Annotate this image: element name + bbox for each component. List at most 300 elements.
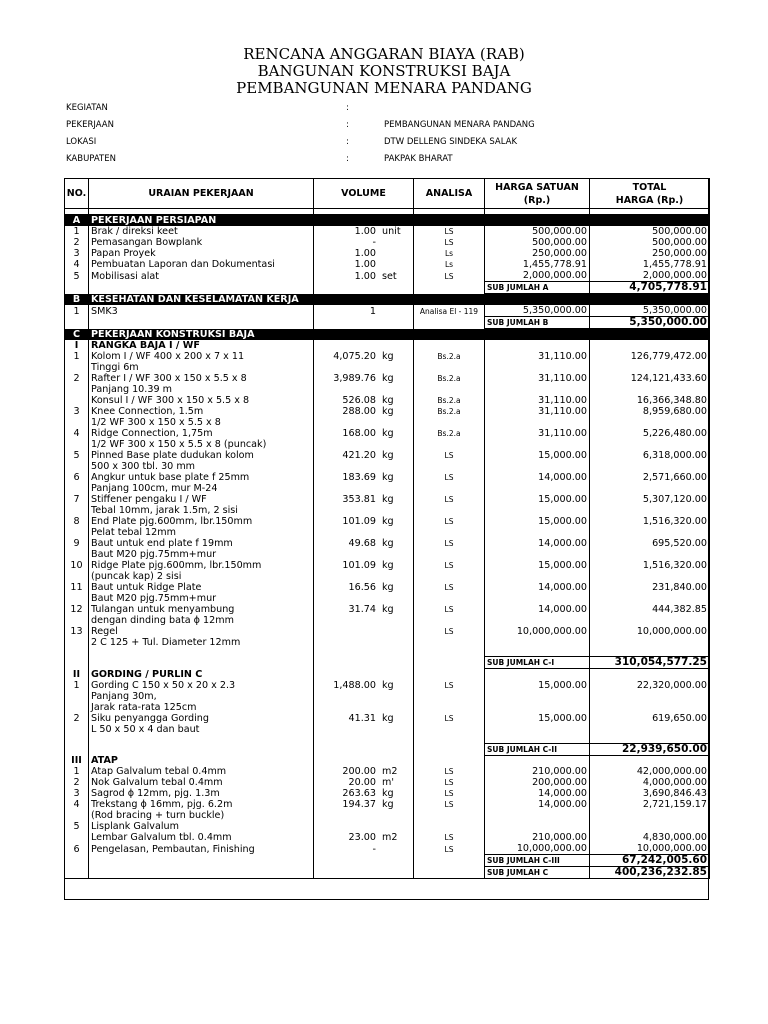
volume-unit: kg (382, 450, 394, 461)
item-volume (314, 505, 414, 516)
item-harga-satuan: 31,110.00 (485, 428, 590, 439)
item-total: 2,721,159.17 (590, 799, 710, 810)
item-uraian: Konsul I / WF 300 x 150 x 5.5 x 8 (89, 395, 314, 406)
item-volume (314, 680, 414, 691)
item-volume (314, 305, 414, 317)
gap-cell (414, 648, 485, 657)
item-harga-satuan: 210,000.00 (485, 832, 590, 843)
item-volume (314, 637, 414, 648)
item-uraian: 2 C 125 + Tul. Diameter 12mm (89, 637, 314, 648)
info-label: LOKASI (66, 137, 97, 147)
gap-row (65, 735, 710, 744)
item-volume (314, 810, 414, 821)
item-harga-satuan: 15,000.00 (485, 560, 590, 571)
item-total: 231,840.00 (590, 582, 710, 593)
item-no: 5 (65, 450, 89, 461)
item-analisa (414, 483, 485, 494)
item-total: 8,959,680.00 (590, 406, 710, 417)
subtotal-row (65, 282, 710, 294)
subtotal-value: 400,236,232.85 (590, 867, 710, 879)
group-row (65, 669, 710, 680)
volume-value: 31.74 (348, 604, 376, 615)
item-harga-satuan: 14,000.00 (485, 582, 590, 593)
section-row (65, 294, 710, 306)
item-no (65, 439, 89, 450)
item-uraian: Ridge Connection, 1,75m (89, 428, 314, 439)
volume-value: 3,989.76 (333, 373, 376, 384)
item-harga-satuan: 31,110.00 (485, 373, 590, 384)
item-harga-satuan (485, 615, 590, 626)
item-volume (314, 461, 414, 472)
item-volume (314, 691, 414, 702)
item-no: 6 (65, 843, 89, 855)
item-harga-satuan: 15,000.00 (485, 713, 590, 724)
volume-value: 194.37 (342, 799, 376, 810)
item-volume (314, 472, 414, 483)
item-no: 4 (65, 259, 89, 270)
empty-cell (590, 755, 710, 766)
item-total: 444,382.85 (590, 604, 710, 615)
volume-unit: kg (382, 799, 394, 810)
item-analisa: LS (414, 494, 485, 505)
item-total: 6,318,000.00 (590, 450, 710, 461)
header-harga-satuan-2: (Rp.) (523, 194, 551, 206)
item-harga-satuan (485, 461, 590, 472)
item-no (65, 505, 89, 516)
item-no: 1 (65, 226, 89, 237)
section-title: PEKERJAAN KONSTRUKSI BAJA (89, 329, 710, 341)
item-uraian: (Rod bracing + turn buckle) (89, 810, 314, 821)
empty-cell (414, 755, 485, 766)
item-total: 1,516,320.00 (590, 560, 710, 571)
table-row (65, 538, 710, 549)
subtotal-label: SUB JUMLAH C-I (485, 657, 590, 669)
volume-value: 526.08 (342, 395, 376, 406)
table-row (65, 810, 710, 821)
empty-cell (65, 743, 89, 755)
item-harga-satuan: 14,000.00 (485, 472, 590, 483)
item-total: 1,455,778.91 (590, 259, 710, 270)
item-no: 4 (65, 428, 89, 439)
item-no: 2 (65, 237, 89, 248)
item-volume (314, 439, 414, 450)
info-label: PEKERJAAN (66, 120, 114, 130)
volume-unit: kg (382, 395, 394, 406)
volume-value: 41.31 (348, 712, 376, 724)
empty-cell (89, 867, 314, 879)
empty-cell (314, 669, 414, 680)
item-analisa: Bs.2.a (414, 428, 485, 439)
table-row (65, 766, 710, 777)
item-uraian: Rafter I / WF 300 x 150 x 5.5 x 8 (89, 373, 314, 384)
item-analisa: Bs.2.a (414, 395, 485, 406)
item-total: 2,000,000.00 (590, 270, 710, 282)
rab-table (64, 178, 710, 879)
empty-cell (65, 282, 89, 294)
item-volume (314, 702, 414, 713)
table-row (65, 461, 710, 472)
volume-unit: unit (382, 226, 401, 237)
item-analisa: LS (414, 560, 485, 571)
section-title: KESEHATAN DAN KESELAMATAN KERJA (89, 294, 710, 306)
empty-cell (65, 317, 89, 329)
item-no: 12 (65, 604, 89, 615)
empty-cell (485, 755, 590, 766)
empty-cell (414, 282, 485, 294)
item-analisa: LS (414, 766, 485, 777)
empty-cell (314, 657, 414, 669)
item-total (590, 810, 710, 821)
item-harga-satuan: 5,350,000.00 (485, 305, 590, 317)
item-uraian: Papan Proyek (89, 248, 314, 259)
volume-value: 101.09 (342, 560, 376, 571)
volume-value: 183.69 (342, 472, 376, 483)
section-no: C (65, 329, 89, 341)
table-row (65, 799, 710, 810)
item-uraian: Stiffener pengaku I / WF (89, 494, 314, 505)
empty-cell (65, 855, 89, 867)
item-uraian: Panjang 30m, (89, 691, 314, 702)
table-row (65, 626, 710, 637)
item-uraian: Lembar Galvalum tbl. 0.4mm (89, 832, 314, 843)
item-harga-satuan: 31,110.00 (485, 406, 590, 417)
item-harga-satuan (485, 691, 590, 702)
item-uraian: Gording C 150 x 50 x 20 x 2.3 (89, 680, 314, 691)
empty-cell (414, 317, 485, 329)
item-total: 126,779,472.00 (590, 351, 710, 362)
empty-cell (89, 282, 314, 294)
item-harga-satuan: 15,000.00 (485, 494, 590, 505)
item-volume (314, 494, 414, 505)
item-no: 5 (65, 821, 89, 832)
item-harga-satuan: 15,000.00 (485, 680, 590, 691)
table-row (65, 450, 710, 461)
table-row (65, 406, 710, 417)
item-total: 500,000.00 (590, 226, 710, 237)
item-total (590, 417, 710, 428)
item-no (65, 384, 89, 395)
item-harga-satuan (485, 593, 590, 604)
item-uraian: Trekstang ϕ 16mm, pjg. 6.2m (89, 799, 314, 810)
volume-unit: m' (382, 777, 394, 788)
gap-cell (314, 648, 414, 657)
table-row (65, 777, 710, 788)
volume-unit: m2 (382, 832, 398, 843)
empty-cell (414, 657, 485, 669)
section-no: B (65, 294, 89, 306)
table-row (65, 237, 710, 248)
subtotal-row (65, 657, 710, 669)
item-total: 250,000.00 (590, 248, 710, 259)
header-uraian: URAIAN PEKERJAAN (89, 179, 314, 209)
item-uraian: L 50 x 50 x 4 dan baut (89, 724, 314, 735)
item-no: 13 (65, 626, 89, 637)
volume-unit: set (382, 270, 397, 282)
doc-title-line2: BANGUNAN KONSTRUKSI BAJA (257, 62, 511, 80)
item-no (65, 395, 89, 406)
item-volume (314, 259, 414, 270)
item-no: 1 (65, 351, 89, 362)
item-no: 2 (65, 713, 89, 724)
item-volume (314, 395, 414, 406)
volume-value: 1.00 (354, 270, 376, 282)
item-uraian: Baut M20 pjg.75mm+mur (89, 593, 314, 604)
item-no: 1 (65, 305, 89, 317)
empty-cell (414, 340, 485, 351)
item-total (590, 483, 710, 494)
table-row (65, 395, 710, 406)
item-volume (314, 527, 414, 538)
item-analisa (414, 505, 485, 516)
volume-value: 200.00 (342, 766, 376, 777)
item-total: 1,516,320.00 (590, 516, 710, 527)
item-total: 5,307,120.00 (590, 494, 710, 505)
item-no (65, 593, 89, 604)
subtotal-value: 310,054,577.25 (590, 657, 710, 669)
item-volume (314, 549, 414, 560)
item-total: 695,520.00 (590, 538, 710, 549)
table-row (65, 516, 710, 527)
item-total (590, 637, 710, 648)
item-total: 10,000,000.00 (590, 626, 710, 637)
item-total: 4,000,000.00 (590, 777, 710, 788)
item-volume (314, 406, 414, 417)
item-volume (314, 724, 414, 735)
item-uraian: End Plate pjg.600mm, lbr.150mm (89, 516, 314, 527)
item-uraian: Sagrod ϕ 12mm, pjg. 1.3m (89, 788, 314, 799)
gap-cell (485, 735, 590, 744)
item-analisa: Bs.2.a (414, 373, 485, 384)
volume-value: - (372, 843, 376, 855)
item-harga-satuan: 500,000.00 (485, 237, 590, 248)
item-no (65, 527, 89, 538)
doc-title-line1: RENCANA ANGGARAN BIAYA (RAB) (243, 45, 525, 63)
volume-value: 20.00 (348, 777, 376, 788)
table-row (65, 713, 710, 724)
empty-cell (314, 743, 414, 755)
item-harga-satuan (485, 637, 590, 648)
table-row (65, 384, 710, 395)
item-analisa: LS (414, 832, 485, 843)
item-no (65, 362, 89, 373)
item-harga-satuan (485, 702, 590, 713)
item-analisa: Analisa El - 119 (414, 305, 485, 317)
item-uraian: dengan dinding bata ϕ 12mm (89, 615, 314, 626)
item-analisa: LS (414, 582, 485, 593)
volume-value: 4,075.20 (333, 351, 376, 362)
header-harga-satuan (485, 179, 590, 209)
volume-unit: kg (382, 406, 394, 417)
item-uraian: Pelat tebal 12mm (89, 527, 314, 538)
item-volume (314, 428, 414, 439)
header-total (590, 179, 710, 209)
table-row (65, 788, 710, 799)
item-no: 11 (65, 582, 89, 593)
item-uraian: Knee Connection, 1.5m (89, 406, 314, 417)
group-title: ATAP (89, 755, 314, 766)
item-volume (314, 777, 414, 788)
item-no: 2 (65, 777, 89, 788)
subtotal-value: 5,350,000.00 (590, 317, 710, 329)
item-harga-satuan (485, 527, 590, 538)
volume-value: 23.00 (348, 832, 376, 843)
item-harga-satuan: 15,000.00 (485, 516, 590, 527)
item-total (590, 439, 710, 450)
item-analisa: LS (414, 604, 485, 615)
info-value: DTW DELLENG SINDEKA SALAK (384, 137, 518, 147)
item-no (65, 637, 89, 648)
empty-cell (314, 855, 414, 867)
item-uraian: 500 x 300 tbl. 30 mm (89, 461, 314, 472)
table-row (65, 505, 710, 516)
item-total (590, 505, 710, 516)
group-no: II (65, 669, 89, 680)
item-analisa (414, 810, 485, 821)
item-volume (314, 832, 414, 843)
item-total (590, 702, 710, 713)
info-label: KABUPATEN (66, 154, 116, 164)
empty-cell (89, 317, 314, 329)
item-total: 2,571,660.00 (590, 472, 710, 483)
subtotal-label: SUB JUMLAH A (485, 282, 590, 294)
gap-cell (590, 648, 710, 657)
table-row (65, 832, 710, 843)
empty-cell (314, 340, 414, 351)
item-volume (314, 713, 414, 724)
table-row (65, 527, 710, 538)
item-harga-satuan (485, 483, 590, 494)
item-volume (314, 766, 414, 777)
info-separator: : (346, 137, 349, 147)
item-no: 4 (65, 799, 89, 810)
gap-cell (314, 735, 414, 744)
item-harga-satuan: 500,000.00 (485, 226, 590, 237)
item-no (65, 461, 89, 472)
item-harga-satuan: 15,000.00 (485, 450, 590, 461)
table-row (65, 439, 710, 450)
item-total (590, 362, 710, 373)
table-row (65, 428, 710, 439)
group-row (65, 340, 710, 351)
item-uraian: Brak / direksi keet (89, 226, 314, 237)
info-separator: : (346, 154, 349, 164)
item-analisa (414, 461, 485, 472)
empty-cell (89, 657, 314, 669)
empty-cell (414, 855, 485, 867)
info-value: PAKPAK BHARAT (384, 154, 453, 164)
item-analisa (414, 637, 485, 648)
table-row (65, 362, 710, 373)
table-row (65, 549, 710, 560)
item-volume (314, 626, 414, 637)
group-row (65, 755, 710, 766)
item-analisa (414, 724, 485, 735)
item-analisa: LS (414, 516, 485, 527)
item-analisa (414, 615, 485, 626)
item-total (590, 384, 710, 395)
subtotal-row (65, 743, 710, 755)
item-analisa: LS (414, 713, 485, 724)
item-harga-satuan (485, 810, 590, 821)
gap-cell (590, 735, 710, 744)
item-analisa (414, 571, 485, 582)
item-no (65, 832, 89, 843)
item-harga-satuan: 14,000.00 (485, 799, 590, 810)
volume-value: 1 (369, 305, 376, 317)
item-volume (314, 582, 414, 593)
item-harga-satuan (485, 439, 590, 450)
header-volume: VOLUME (314, 179, 414, 209)
empty-cell (89, 855, 314, 867)
table-row (65, 843, 710, 855)
item-uraian: Baut M20 pjg.75mm+mur (89, 549, 314, 560)
gap-cell (89, 648, 314, 657)
item-analisa (414, 691, 485, 702)
item-no (65, 615, 89, 626)
table-row (65, 615, 710, 626)
item-harga-satuan: 14,000.00 (485, 604, 590, 615)
item-total (590, 571, 710, 582)
item-total: 5,350,000.00 (590, 305, 710, 317)
item-no: 1 (65, 680, 89, 691)
empty-cell (314, 282, 414, 294)
table-row (65, 604, 710, 615)
subtotal-label: SUB JUMLAH C (485, 867, 590, 879)
item-total: 5,226,480.00 (590, 428, 710, 439)
item-analisa: LS (414, 270, 485, 282)
item-volume (314, 788, 414, 799)
item-uraian: Angkur untuk base plate f 25mm (89, 472, 314, 483)
item-harga-satuan: 200,000.00 (485, 777, 590, 788)
item-harga-satuan: 10,000,000.00 (485, 626, 590, 637)
group-title: RANGKA BAJA I / WF (89, 340, 314, 351)
item-volume (314, 384, 414, 395)
volume-value: 101.09 (342, 516, 376, 527)
table-row (65, 821, 710, 832)
item-no (65, 483, 89, 494)
volume-value: 49.68 (348, 538, 376, 549)
item-uraian: Mobilisasi alat (89, 270, 314, 282)
item-no: 6 (65, 472, 89, 483)
item-volume (314, 417, 414, 428)
item-harga-satuan: 31,110.00 (485, 395, 590, 406)
gap-cell (485, 648, 590, 657)
item-analisa (414, 417, 485, 428)
item-uraian: Tinggi 6m (89, 362, 314, 373)
item-no (65, 549, 89, 560)
table-row (65, 724, 710, 735)
item-uraian: SMK3 (89, 305, 314, 317)
item-total (590, 593, 710, 604)
table-row (65, 702, 710, 713)
item-total (590, 461, 710, 472)
item-uraian: Jarak rata-rata 125cm (89, 702, 314, 713)
empty-cell (89, 743, 314, 755)
header-total-2: HARGA (Rp.) (615, 194, 684, 206)
item-uraian: Panjang 100cm, mur M-24 (89, 483, 314, 494)
item-uraian: Tebal 10mm, jarak 1.5m, 2 sisi (89, 505, 314, 516)
item-total (590, 549, 710, 560)
volume-value: 288.00 (342, 406, 376, 417)
item-total (590, 615, 710, 626)
table-row (65, 582, 710, 593)
item-uraian: Pinned Base plate dudukan kolom (89, 450, 314, 461)
table-row (65, 351, 710, 362)
volume-value: 1.00 (354, 226, 376, 237)
empty-cell (414, 867, 485, 879)
item-total (590, 821, 710, 832)
item-volume (314, 226, 414, 237)
